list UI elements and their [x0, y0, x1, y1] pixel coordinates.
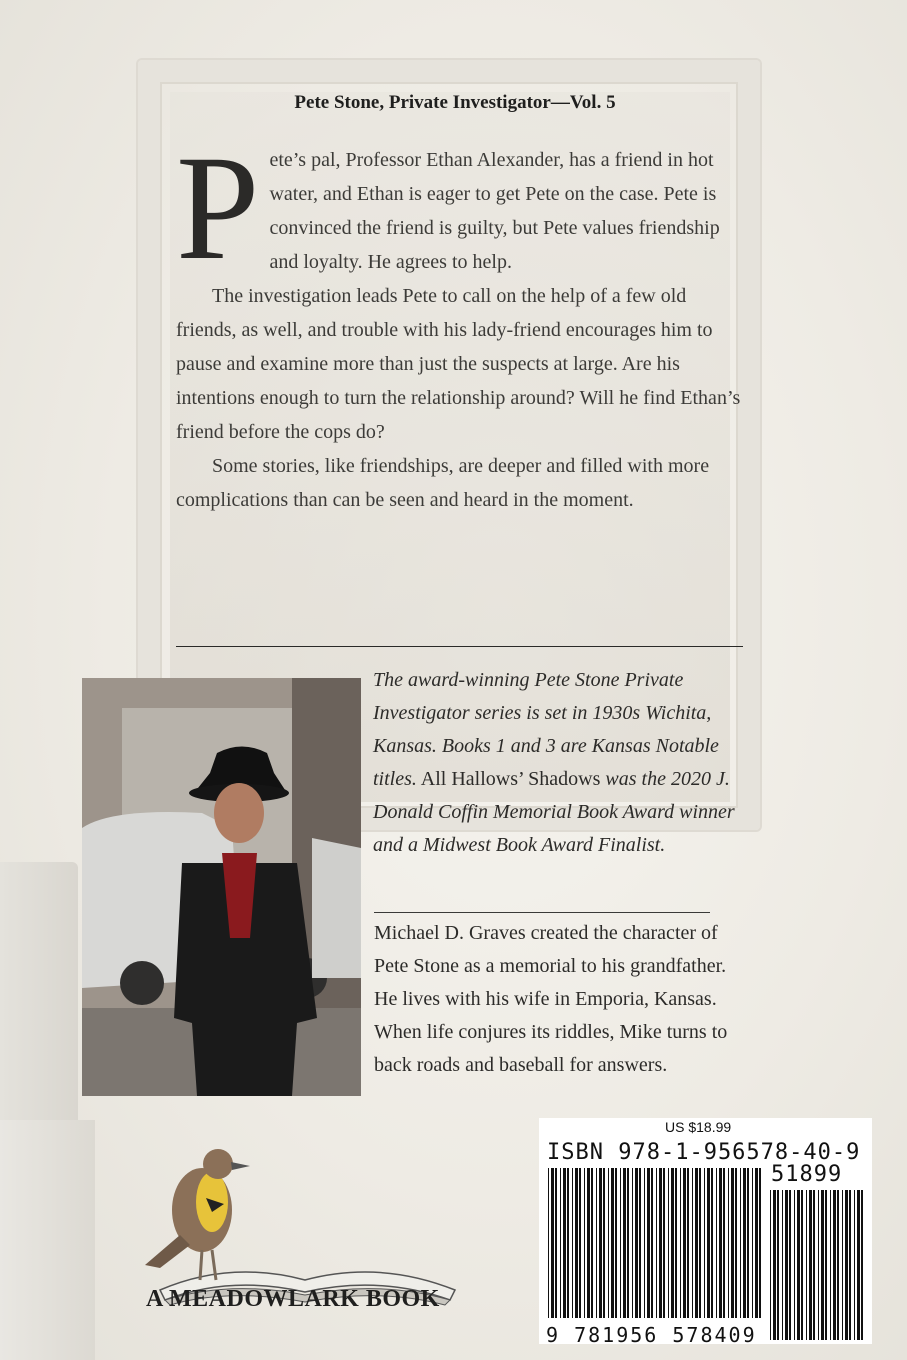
barcode-bar	[830, 1190, 831, 1340]
barcode-bar	[551, 1168, 554, 1318]
barcode-bar	[555, 1168, 557, 1318]
blurb-paragraph-3: Some stories, like friendships, are deeper and filled with more complications than can be seen and heard in the moment.	[176, 455, 710, 511]
barcode-bar	[731, 1168, 734, 1318]
barcode-bar	[759, 1168, 761, 1318]
award-text-1: The award-winning Pete Stone Private Investigator series is set in 1930s Wichita, Kansas. Books 1 and 3 are Kansas Notable titles.	[373, 669, 719, 790]
barcode-bar	[651, 1168, 653, 1318]
barcode-bar	[752, 1168, 753, 1318]
barcode-bar	[728, 1168, 729, 1318]
barcode-bar	[663, 1168, 665, 1318]
barcode-bar	[596, 1168, 597, 1318]
barcode-bar	[575, 1168, 578, 1318]
barcode-bar	[821, 1190, 824, 1340]
barcode-bar	[611, 1168, 614, 1318]
barcode-bar	[809, 1190, 812, 1340]
barcode-bar	[842, 1190, 843, 1340]
barcode-bar	[695, 1168, 698, 1318]
ean-number: 9 781956 578409	[546, 1323, 757, 1347]
barcode-bar	[825, 1190, 827, 1340]
background-column	[0, 1120, 95, 1360]
barcode-bar	[615, 1168, 617, 1318]
barcode-bar	[716, 1168, 717, 1318]
barcode-bar	[548, 1168, 549, 1318]
bio-divider	[374, 912, 710, 913]
barcode-bar	[687, 1168, 689, 1318]
barcode-bar	[591, 1168, 593, 1318]
barcode-bar	[599, 1168, 602, 1318]
barcode-bar	[818, 1190, 819, 1340]
publisher-name: A MEADOWLARK BOOK	[146, 1286, 440, 1312]
barcode-bar	[623, 1168, 626, 1318]
barcode-bar	[833, 1190, 836, 1340]
isbn-text: ISBN 978-1-956578-40-9	[547, 1140, 861, 1165]
barcode-bar	[644, 1168, 645, 1318]
barcode-bar	[747, 1168, 749, 1318]
series-title: Pete Stone, Private Investigator—Vol. 5	[294, 92, 616, 113]
author-photo	[82, 678, 361, 1096]
barcode-bar	[740, 1168, 741, 1318]
barcode-bar	[608, 1168, 609, 1318]
barcode-bar	[743, 1168, 746, 1318]
barcode-bar	[735, 1168, 737, 1318]
barcode-bar	[711, 1168, 713, 1318]
barcode-bar	[567, 1168, 569, 1318]
barcode-bar	[572, 1168, 573, 1318]
barcode-bar	[587, 1168, 590, 1318]
addon-barcode	[770, 1190, 865, 1340]
barcode-bar	[659, 1168, 662, 1318]
barcode-bar	[627, 1168, 629, 1318]
barcode-bar	[704, 1168, 705, 1318]
barcode-bar	[801, 1190, 803, 1340]
barcode-bar	[560, 1168, 561, 1318]
barcode-bar	[579, 1168, 581, 1318]
barcode-bar	[785, 1190, 788, 1340]
award-text-2: was the 2020 J. Donald Coffin Memorial Book Award winner and a Midwest Book Award Finalist.	[373, 768, 735, 856]
blurb-paragraph-2: The investigation leads Pete to call on the help of a few old friends, as well, and trouble with his lady-friend encourages him to pause and examine more than just the suspects at large. Are his intentions enough to turn the relationship around? Will he find Ethan’s friend before the cops do?	[176, 285, 741, 443]
barcode-bar	[806, 1190, 807, 1340]
blurb-paragraph-1	[176, 125, 746, 291]
drop-cap: P	[176, 125, 260, 291]
price-label: US $18.99	[665, 1119, 732, 1135]
barcode-bar	[723, 1168, 725, 1318]
barcode-bar	[773, 1190, 776, 1340]
barcode-bar	[584, 1168, 585, 1318]
barcode-bar	[620, 1168, 621, 1318]
barcode-bar	[813, 1190, 815, 1340]
barcode-bar	[699, 1168, 701, 1318]
barcode-bar	[794, 1190, 795, 1340]
barcode-bar	[719, 1168, 722, 1318]
barcode-bar	[692, 1168, 693, 1318]
barcode-bar	[603, 1168, 605, 1318]
barcode-bar	[647, 1168, 650, 1318]
barcode-bar	[680, 1168, 681, 1318]
barcode-bar	[675, 1168, 677, 1318]
barcode-bar	[755, 1168, 758, 1318]
barcode-bar	[635, 1168, 638, 1318]
book-blurb	[176, 125, 746, 517]
barcode-bar	[707, 1168, 710, 1318]
barcode-bar	[789, 1190, 791, 1340]
barcode-bar	[671, 1168, 674, 1318]
barcode-bar	[782, 1190, 783, 1340]
barcode-bar	[639, 1168, 641, 1318]
section-divider	[176, 646, 743, 647]
barcode-bar	[770, 1190, 771, 1340]
barcode-bar	[683, 1168, 686, 1318]
ean-barcode	[548, 1168, 763, 1318]
barcode-bar	[632, 1168, 633, 1318]
barcode-bar	[797, 1190, 800, 1340]
price-addon-number: 51899	[771, 1162, 843, 1187]
barcode-bar	[777, 1190, 779, 1340]
barcode-bar	[849, 1190, 851, 1340]
barcode-bar	[563, 1168, 566, 1318]
blurb-paragraph-1-text: ete’s pal, Professor Ethan Alexander, has a friend in hot water, and Ethan is eager to get Pete on the case. Pete is convinced the friend is guilty, but Pete values friendship and loyalty. He agrees to help.	[269, 149, 720, 273]
background-cup	[0, 862, 78, 1130]
author-bio: Michael D. Graves created the character of Pete Stone as a memorial to his grandfather. He lives with his wife in Emporia, Kansas. When life conjures its riddles, Mike turns to back roads and baseball for answers.	[374, 922, 728, 1076]
award-book-title: All Hallows’ Shadows	[416, 768, 606, 790]
barcode-bar	[854, 1190, 855, 1340]
series-award-note	[373, 664, 748, 862]
barcode-bar	[861, 1190, 863, 1340]
barcode-bar	[845, 1190, 848, 1340]
meadowlark-bird-icon	[145, 1149, 250, 1280]
barcode-bar	[837, 1190, 839, 1340]
barcode-bar	[656, 1168, 657, 1318]
barcode-bar	[668, 1168, 669, 1318]
barcode-bar	[857, 1190, 860, 1340]
